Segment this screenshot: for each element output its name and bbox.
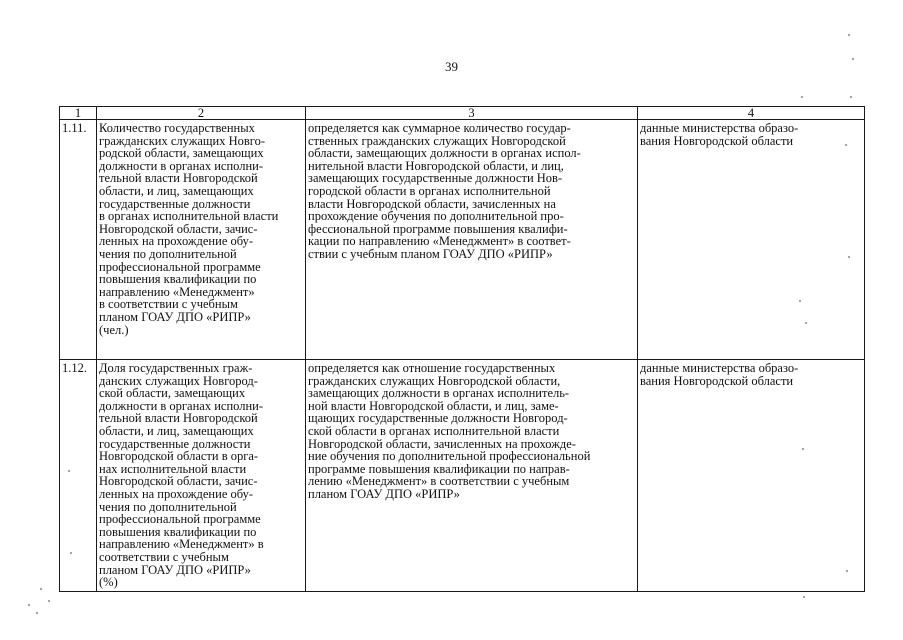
scan-speck bbox=[846, 570, 848, 572]
scan-speck bbox=[70, 552, 72, 554]
scan-speck bbox=[801, 96, 803, 98]
scan-speck bbox=[848, 256, 850, 258]
scan-speck bbox=[40, 588, 42, 590]
scan-speck bbox=[36, 612, 38, 614]
row-number-cell: 1.12. bbox=[60, 360, 97, 592]
indicator-name-cell: Доля государственных граж- данских служащих Новгород- ской области, замещающих должности в органах исполни- тельной власти Новгородской области, и лиц, замещающих государственные должности Новгородской области в орга- нах исполнительной власти Новгородской области, зачис- ленных на прохождение обу- чения по дополнительной профессиональной программе повышения квалификации по направлению «Менеджмент» в соответствии с учебным планом ГОАУ ДПО «РИПР» (%) bbox=[97, 360, 306, 592]
table-row bbox=[60, 360, 865, 592]
scan-speck bbox=[845, 144, 847, 146]
scan-speck bbox=[852, 58, 854, 60]
data-source-cell: данные министерства образо- вания Новгородской области bbox=[638, 360, 865, 592]
calculation-method-cell: определяется как отношение государственных гражданских служащих Новгородской области, замещающих должности в органах исполнитель- ной власти Новгородской области, и лиц, заме- щающих государственные должности Новгород- ской области в органах исполнительной власти Новгородской области, зачисленных на прохожде- ние обучения по дополнительной профессиональной программе повышения квалификации по направ- лению «Менеджмент» в соответствии с учебным планом ГОАУ ДПО «РИПР» bbox=[306, 360, 638, 592]
table-header-row bbox=[60, 107, 865, 120]
scan-speck bbox=[848, 34, 850, 36]
scan-speck bbox=[48, 600, 50, 602]
header-cell-3: 3 bbox=[306, 107, 638, 120]
indicators-table bbox=[59, 106, 865, 592]
page-number: 39 bbox=[445, 59, 458, 74]
scan-speck bbox=[805, 322, 807, 324]
scan-speck bbox=[802, 448, 804, 450]
scan-speck bbox=[68, 470, 70, 472]
scan-speck bbox=[28, 604, 30, 606]
header-cell-1: 1 bbox=[60, 107, 97, 120]
row-number-cell: 1.11. bbox=[60, 120, 97, 360]
scan-speck bbox=[850, 96, 852, 98]
header-cell-2: 2 bbox=[97, 107, 306, 120]
header-cell-4: 4 bbox=[638, 107, 865, 120]
scan-speck bbox=[803, 596, 805, 598]
calculation-method-cell: определяется как суммарное количество государ- ственных гражданских служащих Новгородской области, замещающих должности в органах испол- нительной власти Новгородской области, и лиц, замещающих государственные должности Нов- городской области в органах исполнительной власти Новгородской области, зачисленных на прохождение обучения по дополнительной про- фессиональной программе повышения квалифи- кации по направлению «Менеджмент» в соответ- ствии с учебным планом ГОАУ ДПО «РИПР» bbox=[306, 120, 638, 360]
indicator-name-cell: Количество государственных гражданских служащих Новго- родской области, замещающих должности в органах исполни- тельной власти Новгородской области, и лиц, замещающих государственные должности в органах исполнительной власти Новгородской области, зачис- ленных на прохождение обу- чения по дополнительной профессиональной программе повышения квалификации по направлению «Менеджмент» в соответствии с учебным планом ГОАУ ДПО «РИПР» (чел.) bbox=[97, 120, 306, 360]
scan-speck bbox=[799, 300, 801, 302]
table-row bbox=[60, 120, 865, 360]
data-source-cell: данные министерства образо- вания Новгородской области bbox=[638, 120, 865, 360]
